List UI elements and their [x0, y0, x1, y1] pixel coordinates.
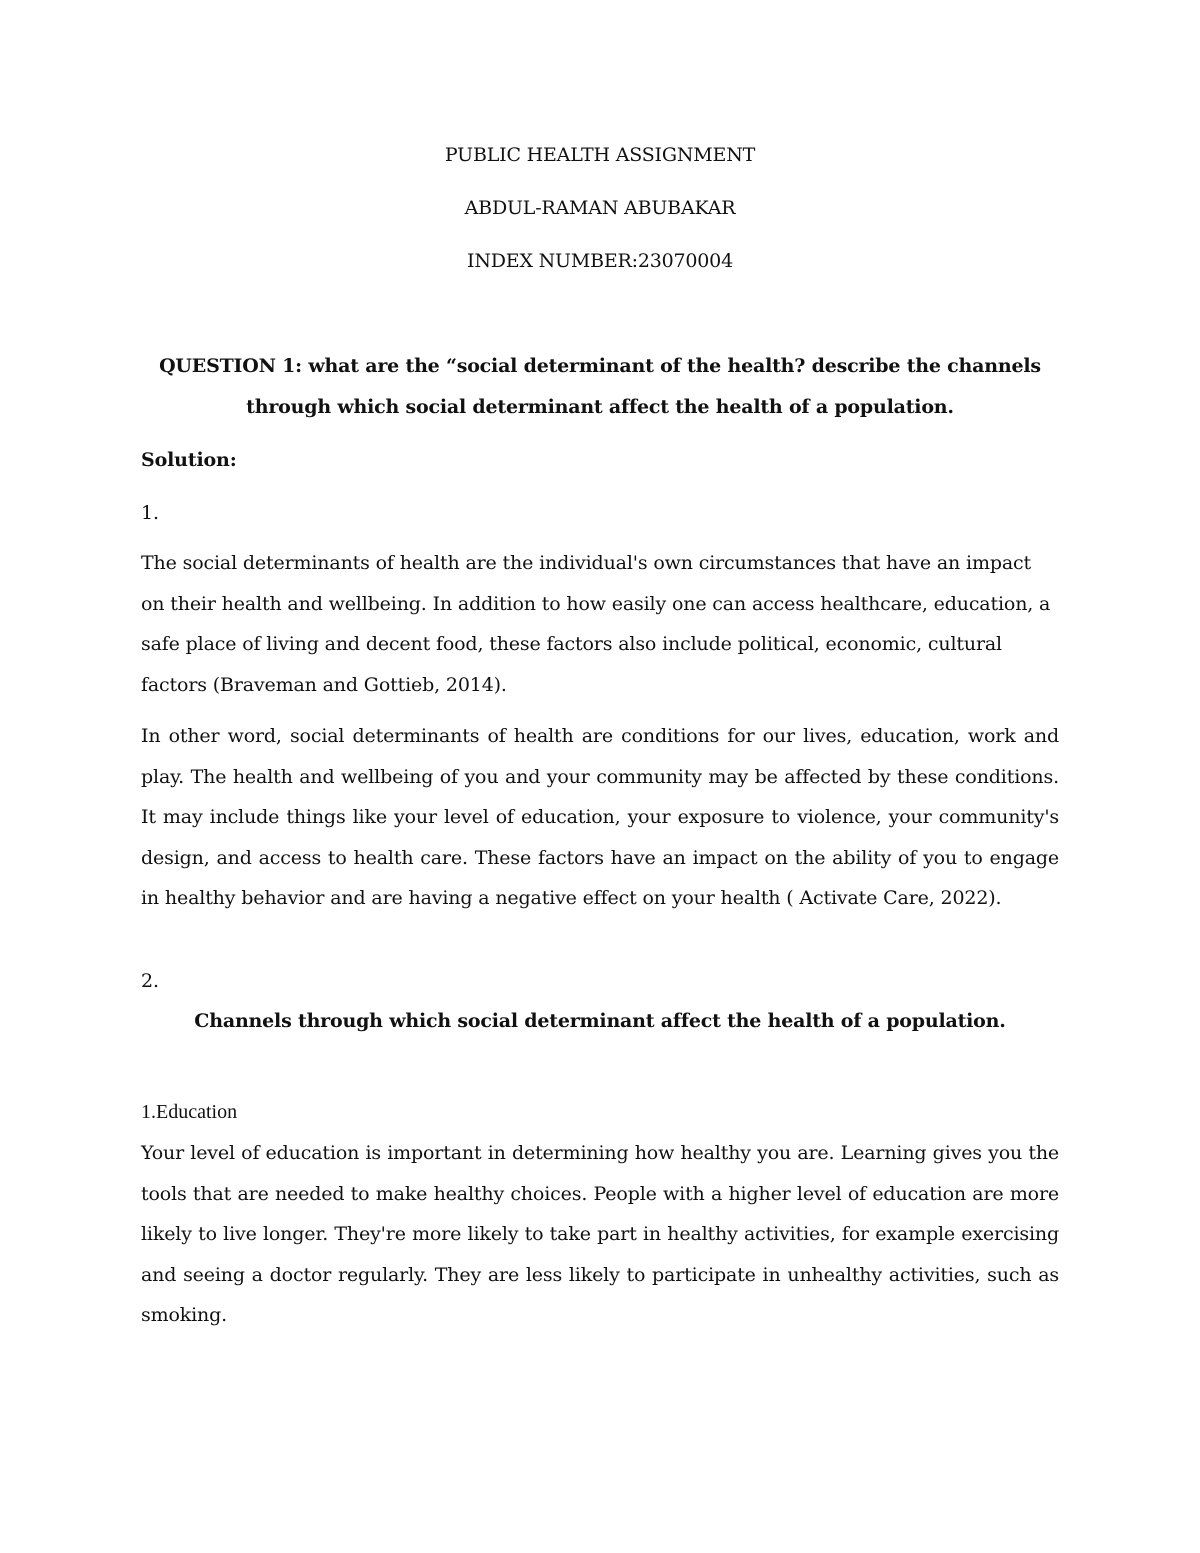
question-text: QUESTION 1: what are the “social determinant of the health? describe the channels through which social determinant affect the health of a population.	[159, 355, 1041, 418]
index-number: INDEX NUMBER:23070004	[467, 250, 733, 272]
paragraph-2: In other word, social determinants of health are conditions for our lives, education, work and play. The health and wellbeing of you and your community may be affected by these conditions. It may include things like your level of education, your exposure to violence, your community's design, and access to health care. These factors have an impact on the ability of you to engage in healthy behavior and are having a negative effect on your health ( Activate Care, 2022).	[141, 725, 1059, 910]
education-heading: 1.Education	[141, 1101, 238, 1123]
part-1-number: 1.	[141, 502, 159, 524]
part-2-number: 2.	[141, 970, 159, 992]
education-paragraph: Your level of education is important in determining how healthy you are. Learning gives you the tools that are needed to make healthy choices. People with a higher level of education are more likely to live longer. They're more likely to take part in healthy activities, for example exercising and seeing a doctor regularly. They are less likely to participate in unhealthy activities, such as smoking.	[141, 1142, 1059, 1327]
paragraph-1: The social determinants of health are the individual's own circumstances that have an impact on their health and wellbeing. In addition to how easily one can access healthcare, education, a safe place of living and decent food, these factors also include political, economic, cultural factors (Braveman and Gottieb, 2014).	[141, 552, 1051, 696]
solution-label: Solution:	[141, 449, 237, 471]
channels-heading: Channels through which social determinant affect the health of a population.	[194, 1010, 1006, 1032]
assignment-title: PUBLIC HEALTH ASSIGNMENT	[444, 144, 756, 166]
author-name: ABDUL-RAMAN ABUBAKAR	[464, 197, 736, 219]
